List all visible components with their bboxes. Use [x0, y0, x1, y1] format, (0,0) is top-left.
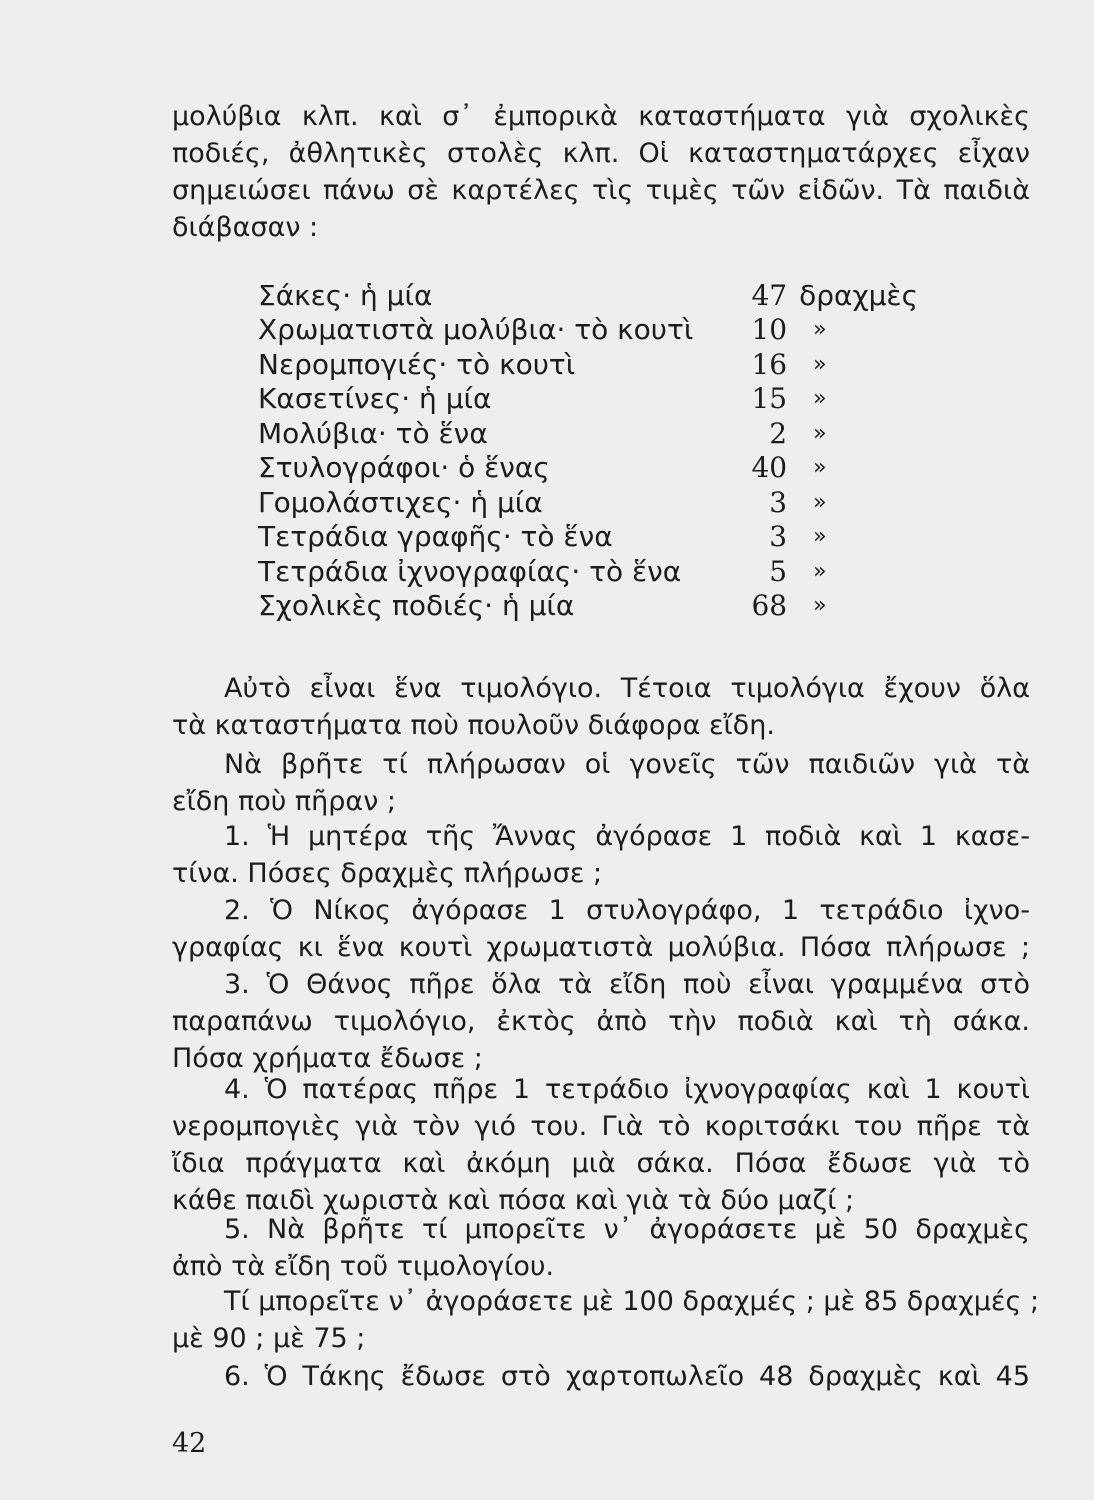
text-line: εἴδη ποὺ πῆραν ;: [172, 786, 396, 817]
item-name: Σάκες· ἡ μία: [258, 278, 433, 312]
intro-paragraph: [172, 98, 1030, 246]
item-price: 10: [751, 313, 788, 347]
price-row: [258, 485, 918, 520]
text-line: μολύβια κλπ. καὶ σ᾿ ἐμπορικὰ καταστήματα γιὰ σχολικὲς: [172, 101, 1030, 132]
ditto-mark: »: [813, 489, 827, 515]
text-line: Νὰ βρῆτε τί πλήρωσαν οἱ γονεῖς τῶν παιδιῶν γιὰ τὰ: [224, 749, 1030, 780]
item-price: 40: [751, 451, 788, 485]
item-price: 68: [751, 589, 788, 623]
price-row: [258, 382, 918, 417]
exercise-5-followup: [172, 1283, 1040, 1357]
text-line: παραπάνω τιμολόγιο, ἐκτὸς ἀπὸ τὴν ποδιὰ καὶ τὴ σάκα.: [172, 1006, 1030, 1037]
ditto-mark: »: [813, 524, 827, 550]
exercise-1: [172, 818, 1030, 892]
text-line: 4. Ὁ πατέρας πῆρε 1 τετράδιο ἰχνογραφίας καὶ 1 κουτὶ: [224, 1074, 1030, 1105]
text-line: 2. Ὁ Νίκος ἀγόρασε 1 στυλογράφο, 1 τετράδιο ἰχνο-: [224, 895, 1030, 926]
item-price: 16: [751, 347, 788, 381]
item-price: 47: [751, 278, 788, 312]
text-line: νερομπογιὲς γιὰ τὸν γιό του. Γιὰ τὸ κοριτσάκι του πῆρε τὰ: [172, 1111, 1030, 1142]
item-price: 5: [769, 554, 788, 588]
item-name: Γομολάστιχες· ἡ μία: [258, 485, 543, 519]
text-line: 6. Ὁ Τάκης ἔδωσε στὸ χαρτοπωλεῖο 48 δραχμὲς καὶ 45: [224, 1361, 1030, 1392]
ditto-mark: »: [813, 558, 827, 584]
item-price: 3: [769, 485, 788, 519]
text-line: σημειώσει πάνω σὲ καρτέλες τὶς τιμὲς τῶν εἰδῶν. Τὰ παιδιὰ: [172, 175, 1030, 206]
item-name: Τετράδια ἰχνογραφίας· τὸ ἕνα: [258, 554, 682, 588]
text-line: γραφίας κι ἕνα κουτὶ χρωματιστὰ μολύβια. Πόσα πλήρωσε ;: [172, 932, 1030, 963]
text-line: 5. Νὰ βρῆτε τί μπορεῖτε ν᾿ ἀγοράσετε μὲ 50 δραχμὲς: [224, 1214, 1030, 1245]
price-row: [258, 520, 918, 555]
text-line: κάθε παιδὶ χωριστὰ καὶ πόσα καὶ γιὰ τὰ δύο μαζί ;: [172, 1185, 855, 1216]
price-list-table: [258, 278, 918, 623]
item-name: Νερομπογιές· τὸ κουτὶ: [258, 347, 576, 381]
item-name: Σχολικὲς ποδιές· ἡ μία: [258, 589, 575, 623]
exercise-2: [172, 892, 1030, 966]
item-name: Μολύβια· τὸ ἕνα: [258, 416, 488, 450]
ditto-mark: »: [813, 593, 827, 619]
item-price: 15: [751, 382, 788, 416]
text-line: διάβασαν :: [172, 212, 319, 243]
price-row: [258, 554, 918, 589]
text-line: 3. Ὁ Θάνος πῆρε ὅλα τὰ εἴδη ποὺ εἶναι γραμμένα στὸ: [224, 969, 1030, 1000]
ditto-mark: »: [813, 420, 827, 446]
page-number: 42: [172, 1428, 207, 1459]
exercise-5: [172, 1211, 1030, 1285]
item-name: Στυλογράφοι· ὁ ἕνας: [258, 451, 550, 485]
ditto-mark: »: [813, 386, 827, 412]
ditto-mark: »: [813, 455, 827, 481]
text-line: τίνα. Πόσες δραχμὲς πλήρωσε ;: [172, 858, 603, 889]
text-line: ἀπὸ τὰ εἴδη τοῦ τιμολογίου.: [172, 1251, 555, 1282]
price-row: [258, 451, 918, 486]
price-row: [258, 313, 918, 348]
price-row: [258, 589, 918, 624]
ditto-mark: »: [813, 351, 827, 377]
item-price: 2: [769, 416, 788, 450]
exercise-4: [172, 1071, 1030, 1219]
question-paragraph: [172, 746, 1030, 820]
item-price: 3: [769, 520, 788, 554]
price-row: [258, 278, 918, 313]
text-line: Αὐτὸ εἶναι ἕνα τιμολόγιο. Τέτοια τιμολόγια ἔχουν ὅλα: [224, 673, 1030, 704]
text-line: μὲ 90 ; μὲ 75 ;: [172, 1323, 366, 1354]
invoice-note-paragraph: [172, 670, 1030, 744]
text-line: 1. Ἡ μητέρα τῆς Ἄννας ἀγόρασε 1 ποδιὰ καὶ 1 κασε-: [224, 821, 1030, 852]
text-line: ἴδια πράγματα καὶ ἀκόμη μιὰ σάκα. Πόσα ἔδωσε γιὰ τὸ: [172, 1148, 1030, 1179]
ditto-mark: »: [813, 317, 827, 343]
price-row: [258, 347, 918, 382]
exercise-3: [172, 966, 1030, 1077]
price-unit: δραχμὲς: [799, 278, 918, 312]
exercise-6: [172, 1358, 1030, 1395]
text-line: Τί μπορεῖτε ν᾿ ἀγοράσετε μὲ 100 δραχμές ; μὲ 85 δραχμές ;: [224, 1286, 1040, 1317]
text-line: ποδιές, ἀθλητικὲς στολὲς κλπ. Οἱ καταστηματάρχες εἶχαν: [172, 138, 1030, 169]
price-row: [258, 416, 918, 451]
text-line: τὰ καταστήματα ποὺ πουλοῦν διάφορα εἴδη.: [172, 710, 775, 741]
item-name: Χρωματιστὰ μολύβια· τὸ κουτὶ: [258, 313, 694, 347]
item-name: Τετράδια γραφῆς· τὸ ἕνα: [258, 520, 613, 554]
text-line: Πόσα χρήματα ἔδωσε ;: [172, 1043, 483, 1074]
item-name: Κασετίνες· ἡ μία: [258, 382, 492, 416]
